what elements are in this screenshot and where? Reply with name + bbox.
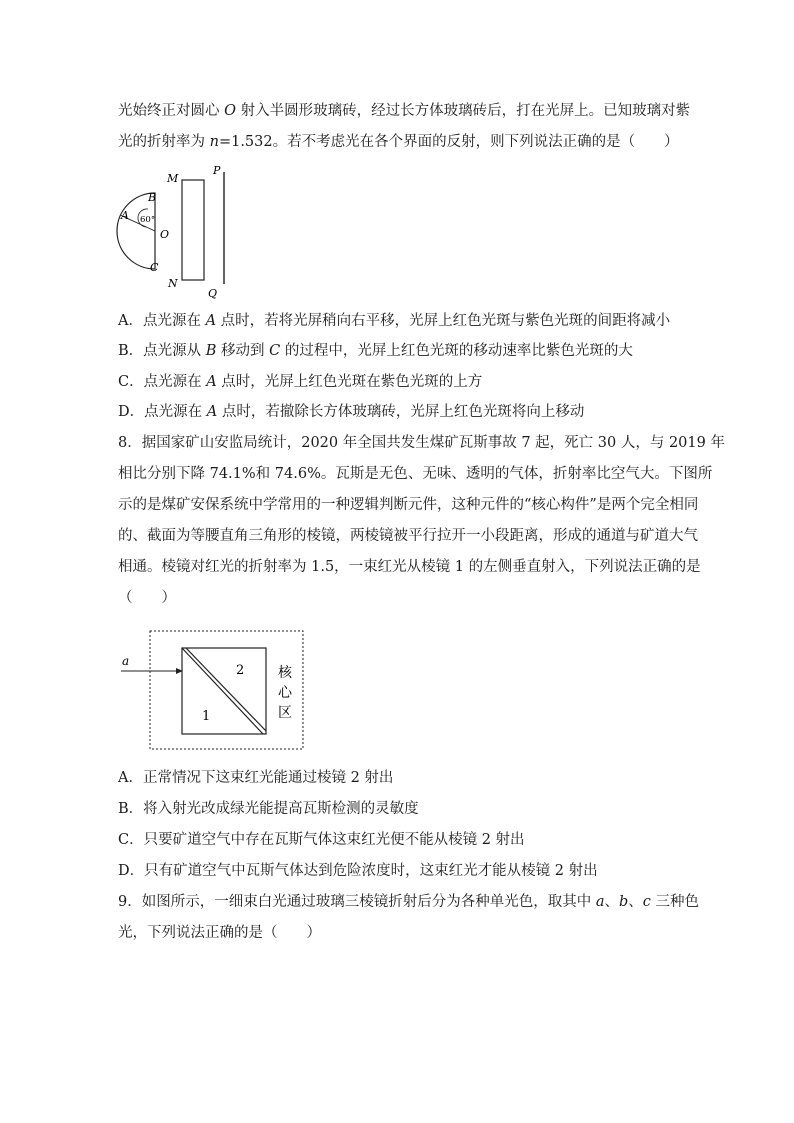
option-text: 点时，若撤除长方体玻璃砖，光屏上红色光斑将向上移动 — [217, 404, 585, 420]
q9-text: 9．如图所示，一细束白光通过玻璃三棱镜折射后分为各种单光色，取其中 — [118, 894, 596, 910]
option-var: B — [205, 343, 217, 359]
option-text: B．点光源从 — [118, 343, 206, 359]
label-Q: Q — [208, 287, 218, 300]
label-prism-2: 2 — [236, 663, 245, 678]
semicircle-glass — [117, 193, 155, 269]
q8-figure — [118, 628, 308, 754]
label-a: a — [122, 654, 130, 668]
label-A: A — [121, 209, 129, 222]
option-text: D．点光源在 — [118, 404, 207, 420]
q7-option-d — [118, 402, 584, 422]
label-core-2: 心 — [278, 685, 292, 701]
q9-stem-line1 — [118, 892, 699, 912]
q9-stem-line2: 光，下列说法正确的是（ ） — [118, 925, 321, 941]
q8-stem-line6: （ ） — [118, 590, 176, 606]
option-text: 点时，若将光屏稍向右平移，光屏上红色光斑与紫色光斑的间距将减小 — [216, 313, 671, 329]
q8-option-a: A．正常情况下这束红光能通过棱镜 2 射出 — [118, 770, 394, 786]
q7-stem-text: =1.532。若不考虑光在各个界面的反射，则下列说法正确的是（ ） — [218, 134, 679, 150]
q9-var-b: b — [619, 894, 629, 910]
q9-var-a: a — [595, 894, 605, 910]
q7-stem-line2 — [118, 132, 679, 152]
q7-stem-line1 — [118, 101, 690, 121]
rect-glass-block — [182, 180, 204, 280]
option-text: C．点光源在 — [118, 374, 207, 390]
label-prism-1: 1 — [202, 709, 211, 724]
option-text: 移动到 — [216, 343, 270, 359]
q9-sep: 、 — [628, 894, 643, 910]
q7-stem-text: 光始终正对圆心 — [118, 103, 225, 119]
option-text: 的过程中，光屏上红色光斑的移动速率比紫色光斑的大 — [280, 343, 633, 359]
q8-stem-line2: 相比分别下降 74.1%和 74.6%。瓦斯是无色、无味、透明的气体，折射率比空气大。下图所 — [118, 466, 713, 482]
q9-text: 三种色 — [650, 894, 700, 910]
q7-option-a — [118, 311, 670, 331]
label-O: O — [160, 228, 170, 241]
q8-option-d: D．只有矿道空气中瓦斯气体达到危险浓度时，这束红光才能从棱镜 2 射出 — [118, 863, 598, 879]
label-P: P — [213, 164, 221, 177]
prism-2-hypotenuse — [186, 648, 266, 731]
label-C: C — [150, 261, 159, 274]
q7-var-n: n — [209, 134, 219, 150]
option-text: 点时，光屏上红色光斑在紫色光斑的上方 — [216, 374, 483, 390]
label-N: N — [168, 277, 178, 290]
label-core-1: 核 — [278, 665, 292, 681]
q9-var-c: c — [642, 894, 651, 910]
label-M: M — [167, 172, 179, 185]
q8-option-c: C．只要矿道空气中存在瓦斯气体这束红光便不能从棱镜 2 射出 — [118, 832, 525, 848]
q9-sep: 、 — [604, 894, 619, 910]
option-var: A — [205, 313, 217, 329]
q7-stem-text: 光的折射率为 — [118, 134, 210, 150]
option-var: A — [206, 404, 218, 420]
q7-option-b — [118, 341, 633, 361]
q8-option-b: B．将入射光改成绿光能提高瓦斯检测的灵敏度 — [118, 801, 419, 817]
q8-stem-line5: 相通。棱镜对红光的折射率为 1.5，一束红光从棱镜 1 的左侧垂直射入，下列说法正确的是 — [118, 559, 701, 575]
option-var: A — [206, 374, 217, 390]
q8-stem-line1: 8．据国家矿山安监局统计，2020 年全国共发生煤矿瓦斯事故 7 起，死亡 30 人，与 2019 年 — [118, 435, 725, 451]
q7-var-O: O — [224, 103, 236, 119]
option-text: A．点光源在 — [118, 313, 206, 329]
label-core-3: 区 — [278, 705, 292, 721]
label-B: B — [148, 191, 157, 204]
q7-stem-text: 射入半圆形玻璃砖，经过长方体玻璃砖后，打在光屏上。已知玻璃对紫 — [236, 103, 691, 119]
prism-1-hypotenuse — [182, 648, 263, 734]
option-var: C — [269, 343, 281, 359]
q8-stem-line4: 的、截面为等腰直角三角形的棱镜，两棱镜被平行拉开一小段距离，形成的通道与矿道大气 — [118, 528, 698, 544]
q7-figure — [112, 160, 252, 302]
q7-option-c — [118, 372, 482, 392]
q8-stem-line3: 示的是煤矿安保系统中学常用的一种逻辑判断元件，这种元件的“核心构件”是两个完全相同 — [118, 497, 699, 513]
label-angle: 60° — [140, 215, 156, 225]
